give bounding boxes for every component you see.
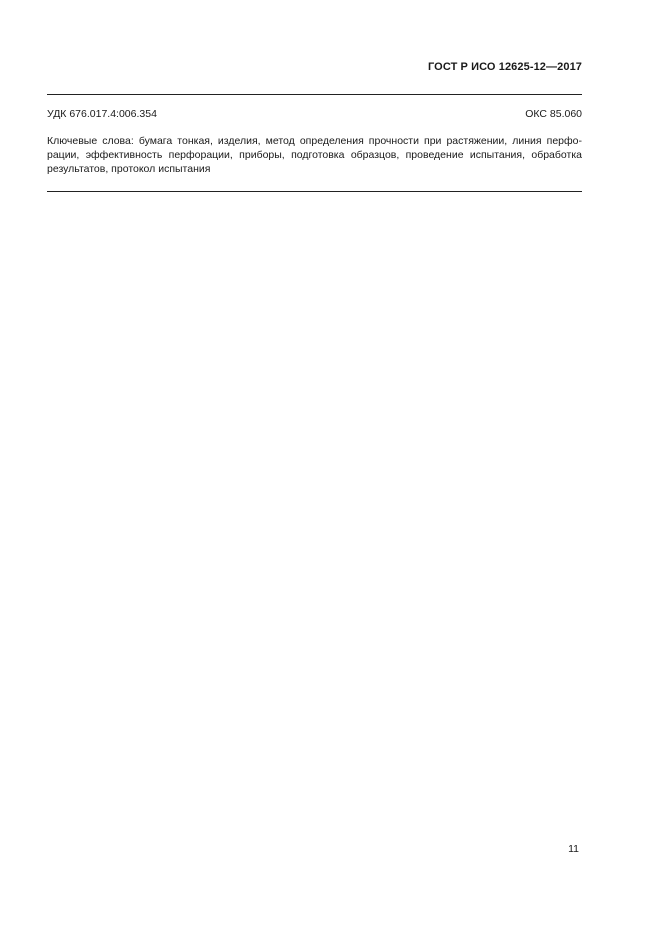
udc-code: УДК 676.017.4:006.354 xyxy=(47,108,157,120)
page-number: 11 xyxy=(568,843,579,855)
keywords-line: Ключевые слова: бумага тонкая, изделия, метод определения прочности при растяжении, линия перфо- xyxy=(47,135,582,147)
oks-code: ОКС 85.060 xyxy=(525,108,582,120)
keywords-block xyxy=(47,134,582,176)
bottom-divider xyxy=(47,191,582,192)
top-divider xyxy=(47,94,582,95)
keywords-line: рации, эффективность перфорации, приборы, подготовка образцов, проведение испытания, обработка xyxy=(47,149,582,161)
standard-designation: ГОСТ Р ИСО 12625-12—2017 xyxy=(427,61,582,73)
classification-row xyxy=(47,108,582,120)
keywords-line: результатов, протокол испытания xyxy=(47,163,211,175)
